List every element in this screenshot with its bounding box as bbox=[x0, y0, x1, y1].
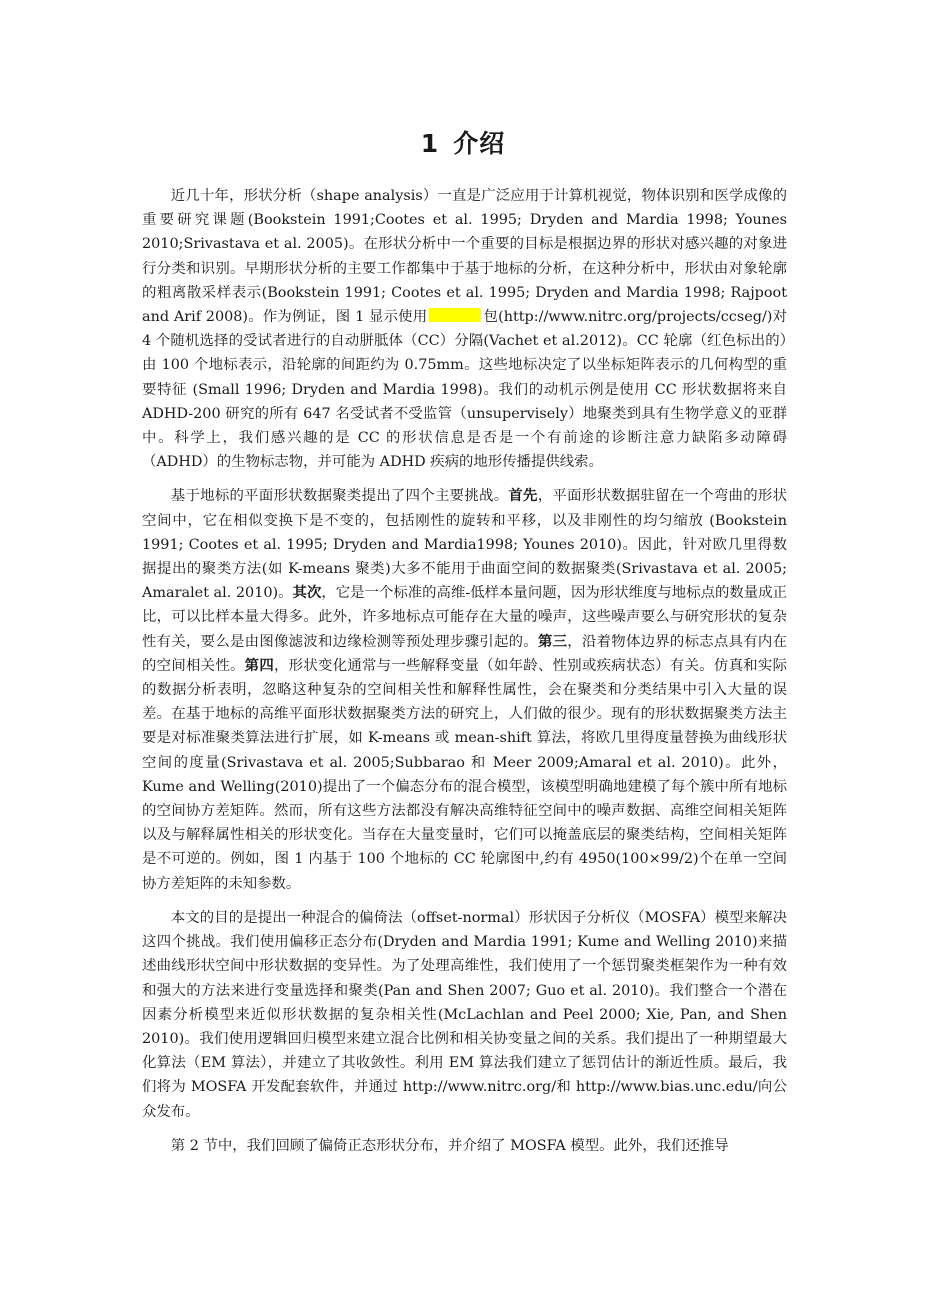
section-heading bbox=[0, 124, 926, 160]
paragraph-1-text-a: 近几十年，形状分析（shape analysis）一直是广泛应用于计算机视觉，物体识别和医学成像的重要研究课题(Bookstein 1991;Cootes et al. 1995; Dryden and Mardia 1998; Younes 2010;Srivastava et al. 2005)。在形状分析中一个重要的目标是根据边界的形状对感兴趣的对象进行分类和识别。早期形状分析的主要工作都集中于基于地标的分析，在这种分析中，形状由对象轮廓的粗离散采样表示(Bookstein 1991; Cootes et al. 1995; Dryden and Mardia 1998; Rajpoot and Arif 2008)。作为例证，图 1 显示使用 bbox=[142, 188, 787, 326]
paragraph-2-text-d: ，它是一个标准的高维-低样本量问题，因为形状维度与地标点的数量成正比，可以比样本量大得多。此外，许多地标点可能存在大量的噪声，这些噪声要么与研究形状的复杂性有关，要么是由图像滤波和边缘检测等预处理步骤引起的。 bbox=[142, 585, 787, 650]
paragraph-2-text-f: ，形状变化通常与一些解释变量（如年龄、性别或疾病状态）有关。仿真和实际的数据分析表明，忽略这种复杂的空间相关性和解释性属性，会在聚类和分类结果中引入大量的误差。在基于地标的高维平面形状数据聚类方法的研究上，人们做的很少。现有的形状数据聚类方法主要是对标准聚类算法进行扩展，如 K-means 或 mean-shift 算法，将欧几里得度量替换为曲线形状空间的度量(Srivastava et al. 2005;Subbarao 和 Meer 2009;Amaral et al. 2010)。此外，Kume and Welling(2010)提出了一个偏态分布的混合模型，该模型明确地建模了每个簇中所有地标的空间协方差矩阵。然而，所有这些方法都没有解决高维特征空间中的噪声数据、高维空间相关矩阵以及与解释属性相关的形状变化。当存在大量变量时，它们可以掩盖底层的聚类结构，空间相关矩阵是不可逆的。例如，图 1 内基于 100 个地标的 CC 轮廓图中,约有 4950(100×99/2)个在单一空间协方差矩阵的未知参数。 bbox=[142, 657, 787, 892]
bold-second: 其次 bbox=[292, 585, 322, 602]
paragraph-3: 本文的目的是提出一种混合的偏倚法（offset-normal）形状因子分析仪（MOSFA）模型来解决这四个挑战。我们使用偏移正态分布(Dryden and Mardia 1991; Kume and Welling 2010)来描述曲线形状空间中形状数据的变异性。为了处理高维性，我们使用了一个惩罚聚类框架作为一种有效和强大的方法来进行变量选择和聚类(Pan and Shen 2007; Guo et al. 2010)。我们整合一个潜在因素分析模型来近似形状数据的复杂相关性(McLachlan and Peel 2000; Xie, Pan, and Shen 2010)。我们使用逻辑回归模型来建立混合比例和相关协变量之间的关系。我们提出了一种期望最大化算法（EM 算法），并建立了其收敛性。利用 EM 算法我们建立了惩罚估计的渐近性质。最后，我们将为 MOSFA 开发配套软件，并通过 http://www.nitrc.org/和 http://www.bias.unc.edu/向公众发布。 bbox=[142, 909, 787, 1120]
paragraph-1 bbox=[142, 184, 787, 474]
highlight-redaction bbox=[429, 308, 481, 322]
paragraph-2-text-e: ，沿着物体边界的标志点具有内在的空间相关性。 bbox=[142, 633, 787, 674]
bold-fourth: 第四 bbox=[244, 657, 274, 674]
paragraph-4: 第 2 节中，我们回顾了偏倚正态形状分布，并介绍了 MOSFA 模型。此外，我们还推导 bbox=[170, 1137, 729, 1154]
paragraph-2-text-c: ，平面形状数据驻留在一个弯曲的形状空间中，它在相似变换下是不变的，包括刚性的旋转和平移，以及非刚性的均匀缩放 (Bookstein 1991; Cootes et al. 1995; Dryden and Mardia1998; Younes 2010)。因此，针对欧几里得数据提出的聚类方法(如 K-means 聚类)大多不能用于曲面空间的数据聚类(Srivastava et al. 2005; Amaralet al. 2010)。 bbox=[142, 488, 787, 602]
bold-third: 第三 bbox=[537, 633, 568, 650]
section-number: 1 bbox=[420, 129, 440, 158]
paragraph-2-text-a: 基于地标的平面形状数据聚类提出了四个主要挑战。 bbox=[170, 488, 509, 505]
section-title: 介绍 bbox=[453, 129, 506, 158]
body-text bbox=[142, 184, 787, 1168]
bold-first: 首先 bbox=[508, 488, 538, 505]
paragraph-2 bbox=[142, 484, 787, 895]
paragraph-1-text-b: 包(http://www.nitrc.org/projects/ccseg/)对 4 个随机选择的受试者进行的自动胼胝体（CC）分隔(Vachet et al.2012)。CC 轮廓（红色标出的）由 100 个地标表示，沿轮廓的间距约为 0.75mm。这些地标决定了以坐标矩阵表示的几何构型的重要特征 (Small 1996; Dryden and Mardia 1998)。我们的动机示例是使用 CC 形状数据将来自 ADHD-200 研究的所有 647 名受试者不受监管（unsupervisely）地聚类到具有生物学意义的亚群中。科学上，我们感兴趣的是 CC 的形状信息是否是一个有前途的诊断注意力缺陷多动障碍（ADHD）的生物标志物，并可能为 ADHD 疾病的地形传播提供线索。 bbox=[142, 309, 787, 471]
